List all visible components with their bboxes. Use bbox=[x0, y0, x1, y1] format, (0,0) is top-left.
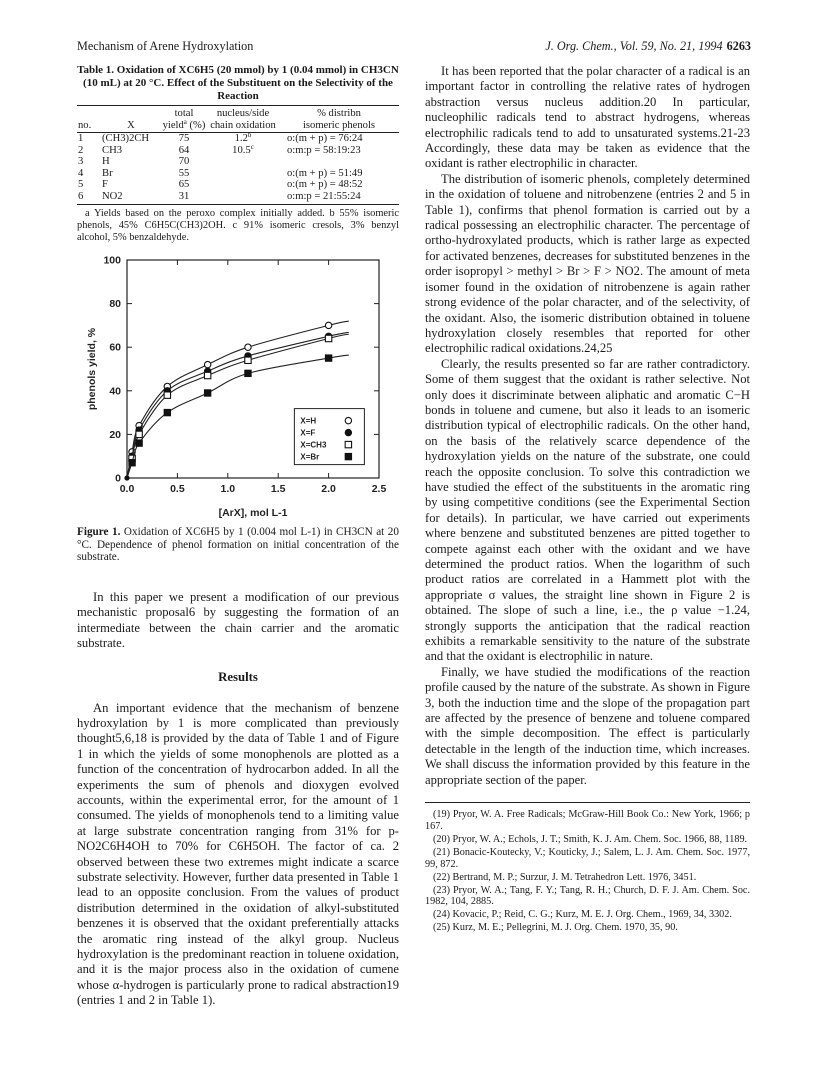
reference-item: (25) Kurz, M. E.; Pellegrini, M. J. Org. Chem. 1970, 35, 90. bbox=[433, 922, 678, 934]
table-row bbox=[77, 156, 399, 168]
y-tick-label: 40 bbox=[109, 385, 121, 398]
cell-no: 3 bbox=[78, 156, 84, 168]
data-point bbox=[325, 355, 331, 361]
polar-character-paragraph: It has been reported that the polar character of a radical is an important factor in controlling the relative rates of hydrogen abstraction versus nucleus addition.20 In particular, nucleophilic radicals tend to abstract hydrogens, whereas electrophilic radicals tend to add to unsaturated systems.21-23 Accordingly, these data may be taken as evidence that the oxidant is rather electrophilic in character. bbox=[425, 64, 750, 171]
ratio-note: b bbox=[247, 131, 252, 139]
isomer-distribution-paragraph: The distribution of isomeric phenols, completely determined in the oxidation of toluene and nitrobenzene (entries 2 and 5 in Table 1), confirms that phenol formation is carried out by a radical possessing an electrophilic character. The percentage of ortho-hydroxylated products, which is rather large as expected for activated benzenes, decreases for substituted benzenes in the order isopropyl > methyl > Br > F > NO2. The amount of meta isomer found in the oxidation of nitrobenzene is again rather strong evidence of the polar character, and of the selectivity, of the oxidant. Also, the isomeric distribution obtained in toluene hydroxylation closely resembles that reported for other electrophilic radical oxidations.24,25 bbox=[425, 171, 750, 356]
reference-item: (21) Bonacic-Koutecky, V.; Kouticky, J.; Salem, L. J. Am. Chem. Soc. 1977, 99, 872. bbox=[425, 846, 750, 870]
figure-1-caption-text: Oxidation of XC6H5 by 1 (0.004 mol L-1) in CH3CN at 20 °C. Dependence of phenol formation on initial concentration of the substrate. bbox=[77, 526, 399, 564]
x-tick-label: 2.5 bbox=[371, 483, 387, 496]
legend-label: X=Br bbox=[300, 452, 320, 462]
cell-yield: 64 bbox=[178, 144, 190, 156]
legend-label: X=CH3 bbox=[300, 440, 327, 450]
x-tick-label: 1.5 bbox=[270, 483, 286, 496]
origin-point bbox=[124, 476, 129, 481]
reference-item: (23) Pryor, W. A.; Tang, F. Y.; Tang, R. H.; Church, D. F. J. Am. Chem. Soc. 1982, 104, 2885. bbox=[425, 884, 750, 908]
figure-1-caption bbox=[77, 526, 399, 564]
cell-distrib: o:(m + p) = 48:52 bbox=[287, 179, 363, 191]
table-row bbox=[77, 133, 399, 145]
cell-x: (CH3)2CH bbox=[102, 133, 150, 144]
cell-x: H bbox=[102, 156, 110, 168]
cell-ratio bbox=[207, 191, 279, 204]
cell-distrib: o:m:p = 21:55:24 bbox=[279, 191, 399, 204]
cell-yield: 55 bbox=[178, 167, 190, 179]
cell-x: CH3 bbox=[102, 144, 123, 156]
cell-distrib: o:(m + p) = 51:49 bbox=[287, 167, 363, 179]
ratio-note: c bbox=[250, 142, 254, 151]
y-tick-label: 100 bbox=[103, 254, 121, 267]
reference-item: (20) Pryor, W. A.; Echols, J. T.; Smith, K. J. Am. Chem. Soc. 1966, 88, 1189. bbox=[433, 833, 748, 845]
cell-x: F bbox=[102, 179, 108, 191]
data-point bbox=[325, 322, 331, 328]
cell-no: 1 bbox=[78, 133, 84, 144]
reference-item: (24) Kovacic, P.; Reid, C. G.; Kurz, M. E. J. Org. Chem., 1969, 34, 3302. bbox=[433, 909, 732, 921]
cell-x: Br bbox=[102, 167, 113, 179]
cell-no: 4 bbox=[78, 167, 84, 179]
data-point bbox=[325, 335, 331, 341]
y-tick-label: 80 bbox=[109, 298, 121, 311]
left-column bbox=[77, 64, 399, 1009]
cell-yield: 70 bbox=[178, 156, 190, 168]
page-number: 6263 bbox=[726, 39, 751, 53]
table-row bbox=[77, 179, 399, 191]
legend-marker bbox=[345, 418, 351, 424]
table-1-label: Table 1. bbox=[77, 64, 115, 76]
ratio-value: 1.2 bbox=[234, 133, 248, 144]
cell-x: NO2 bbox=[101, 191, 161, 204]
col-header-ratio: chain oxidation bbox=[207, 120, 279, 133]
reference-item: (19) Pryor, W. A. Free Radicals; McGraw-Hill Book Co.: New York, 1966; p 167. bbox=[425, 809, 750, 832]
reference-item: (22) Bertrand, M. P.; Surzur, J. M. Tetrahedron Lett. 1976, 3451. bbox=[433, 871, 697, 883]
cell-ratio bbox=[207, 142, 279, 157]
y-axis-label: phenols yield, % bbox=[86, 328, 98, 411]
contradiction-paragraph: Clearly, the results presented so far are rather contradictory. Some of them suggest that the oxidant is rather selective. Not only does it discriminate between aliphatic and aromatic C−H bonds in toluene and cumene, but also it leads to an isomeric distribution typical of electrophilic radicals. On the other hand, on the basis of the relatively scarce dependence of the hydroxylation yields on the nature of the substrate, one could reach the opposite conclusion. To solve this contradiction we have studied the effect of the substituents in the aromatic ring by using competitive conditions (see the Experimental Section for details). In particular, we have carried out experiments where benzene and substituted benzenes are pitted together to compete against each other with the oxidant and we have determined the product ratios. When the logarithm of such product ratios are correlated in a Hammett plot with the appropriate σ values, the straight line shown in Figure 2 is obtained. The slope of such a line, i.e., the ρ value −1.24, strongly supports the anticipation that the radical reaction exhibits a remarkable sensitivity to the nature of the substrate and that the oxidant is electrophilic in nature. bbox=[425, 356, 750, 664]
reaction-profile-paragraph: Finally, we have studied the modifications of the reaction profile caused by the nature of the substrate. As shown in Figure 3, both the induction time and the slope of the propagation part are affected by the presence of benzene and toluene compared with the simple decomposition. The effect is particularly detectable in the length of the induction time, which increases. We shall discuss the information provided by this feature in the appropriate section of the paper. bbox=[425, 664, 750, 787]
data-point bbox=[129, 460, 135, 466]
legend-label: X=F bbox=[300, 428, 316, 438]
legend-label: X=H bbox=[300, 416, 317, 426]
cell-no: 2 bbox=[78, 144, 84, 156]
cell-ratio bbox=[207, 156, 279, 168]
x-axis-label: [ArX], mol L-1 bbox=[218, 507, 288, 520]
cell-no: 5 bbox=[78, 179, 84, 191]
data-point bbox=[136, 431, 142, 437]
y-tick-label: 20 bbox=[109, 429, 121, 442]
cell-distrib: o:m:p = 58:19:23 bbox=[287, 144, 361, 156]
data-point bbox=[164, 410, 170, 416]
data-point bbox=[204, 362, 210, 368]
legend-marker bbox=[345, 442, 351, 448]
intro-paragraph: In this paper we present a modification of our previous mechanistic proposal6 by suggesting the formation of an intermediate between the chain carrier and the aromatic substrate. bbox=[77, 589, 399, 651]
cell-ratio bbox=[207, 168, 279, 180]
results-heading: Results bbox=[218, 669, 258, 684]
table-1: total nucleus/side % distribn no. X yield$^a$ (%) chain oxidation isomeric phenols 1 (CH3)2CH 75 1.2$^b$ o:(m + p) = 76:24 2 CH3 64 10.5$^c$ o:m:p = 58:19:23 3 H 70 4 Br 55 o:(m + p) = 51:49 5 F 65 o:(m + p) = 48:52 6 NO2 31 o:m:p = 21:55:24 bbox=[77, 105, 399, 205]
x-tick-label: 2.0 bbox=[321, 483, 336, 496]
col-header-yield: yield$^a$ (%) bbox=[162, 117, 206, 131]
table-1-title: Oxidation of XC6H5 (20 mmol) by 1 (0.04 mmol) in CH3CN (10 mL) at 20 °C. Effect of the Substituent on the Selectivity of the Reaction bbox=[83, 64, 399, 102]
table-row bbox=[77, 168, 399, 180]
running-head bbox=[77, 39, 751, 55]
cell-distrib: o:(m + p) = 76:24 bbox=[287, 133, 363, 144]
col-header-x: X bbox=[101, 120, 161, 133]
col-header-distrib: isomeric phenols bbox=[279, 120, 399, 133]
data-point bbox=[204, 390, 210, 396]
x-tick-label: 0.5 bbox=[170, 483, 185, 496]
cell-yield: 31 bbox=[161, 191, 207, 204]
col-header-no: no. bbox=[77, 120, 101, 133]
journal-citation: J. Org. Chem., Vol. 59, No. 21, 1994 bbox=[545, 39, 723, 53]
y-tick-label: 0 bbox=[115, 472, 121, 485]
y-tick-label: 60 bbox=[109, 341, 121, 354]
x-tick-label: 1.0 bbox=[220, 483, 236, 496]
data-point bbox=[204, 373, 210, 379]
cell-no: 6 bbox=[77, 191, 101, 204]
running-head-title: Mechanism of Arene Hydroxylation bbox=[77, 39, 254, 53]
ratio-value: 10.5 bbox=[232, 144, 251, 156]
figure-1-label: Figure 1. bbox=[77, 526, 121, 539]
cell-ratio bbox=[207, 179, 279, 191]
table-row bbox=[77, 145, 399, 157]
data-point bbox=[164, 392, 170, 398]
table-row bbox=[77, 191, 399, 204]
data-point bbox=[136, 440, 142, 446]
data-point bbox=[245, 344, 251, 350]
table-1-footnote: a Yields based on the peroxo complex initially added. b 55% isomeric phenols, 45% C6H5C(CH3)2OH. c 91% isomeric cresols, 3% benzyl alcohol, 5% benzaldehyde. bbox=[77, 207, 399, 243]
results-paragraph: An important evidence that the mechanism of benzene hydroxylation by 1 is more complicated than previously thought5,6,18 is provided by the data of Table 1 and of Figure 1 in which the yields of some monophenols are plotted as a function of the concentration of hydrocarbon added. In all the experiments the sum of phenols and dioxygen evolved accounts, within the experimental error, for the amount of 1 consumed. The yields of monophenols tend to a limiting value at large substrate concentration ranging from 31% for p-NO2C6H4OH to 70% for C6H5OH. The factor of ca. 2 observed between these two extremes might indicate a scarce substrate selectivity. However, further data presented in Table 1 lead to an opposite conclusion. From the values of product distribution determined in the oxidation of alkyl-substituted benzenes it is observed that the oxidant preferentially attacks the aromatic ring instead of the alkyl group. Nucleus hydroxylation is the predominant reaction in toluene oxidation, and it is the major process also in the oxidation of cumene whose α-hydrogen is particularly prone to radical abstraction19 (entries 1 and 2 in Table 1). bbox=[77, 700, 399, 1008]
references bbox=[425, 802, 750, 934]
cell-yield: 65 bbox=[178, 179, 190, 191]
running-head-journal bbox=[545, 39, 751, 54]
legend-marker bbox=[345, 454, 351, 460]
figure-1 bbox=[77, 254, 399, 522]
table-1-caption bbox=[77, 64, 399, 103]
right-column bbox=[425, 64, 750, 935]
data-point bbox=[245, 370, 251, 376]
x-tick-label: 0.0 bbox=[119, 483, 135, 496]
figure-1-chart bbox=[77, 254, 399, 522]
cell-yield: 75 bbox=[178, 133, 190, 144]
cell-ratio bbox=[207, 133, 279, 145]
data-point bbox=[245, 357, 251, 363]
legend-marker bbox=[345, 430, 351, 436]
cell-distrib bbox=[279, 156, 399, 168]
